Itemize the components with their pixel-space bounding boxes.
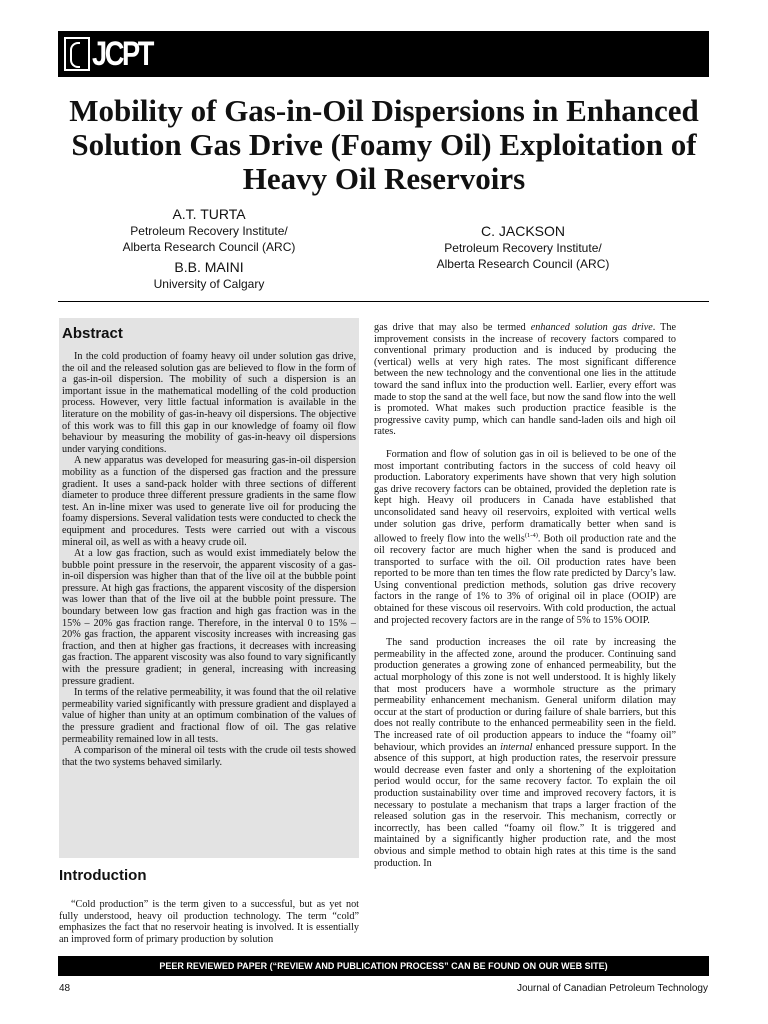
author-name: A.T. TURTA	[172, 206, 246, 222]
citation-superscript: (1-4)	[524, 532, 538, 540]
author-affiliation: Alberta Research Council (ARC)	[436, 257, 610, 271]
text-run: enhanced pressure support. In the absence of this support, at high production rates, the reservoir pressure would decrease even faster and only a shortening of the exploitation period would occur, for the same recovery factor. To explain the oil production sustainability over time and improved recovery factors, it is necessary to postulate a mechanism that traps a larger fraction of the released solution gas in the reservoir. This mechanism, correctly or incorrectly, has been called “foamy oil flow.” It is triggered and maintained by a significantly higher production rate, and the most obvious and simple method to obtain high rates at this time is the sand production. In	[374, 741, 676, 869]
right-column-body	[374, 322, 676, 869]
header-divider	[58, 301, 709, 302]
author-affiliation: Petroleum Recovery Institute/	[444, 241, 602, 255]
text-run: Formation and flow of solution gas in oil is believed to be one of the most important contributing factors in the success of cold heavy oil production. Laboratory experiments have shown that very high solution gas drive recovery factors can be obtained, provided the depletion rate is kept high. Heavy oil producers in Canada have established that unconsolidated sand heavy oil reservoirs, exploited with vertical wells under solution gas drive, perform dramatically better when sand is allowed to freely flow into the wells	[374, 448, 676, 545]
paper-title: Mobility of Gas-in-Oil Dispersions in Enhanced Solution Gas Drive (Foamy Oil) Exploitation of Heavy Oil Reservoirs	[69, 93, 699, 196]
masthead-bar	[58, 31, 709, 77]
logo-text: JCPT	[92, 35, 152, 73]
jcpt-logo	[64, 35, 167, 73]
body-paragraph	[374, 449, 676, 626]
abstract-heading: Abstract	[62, 325, 123, 342]
abstract-body	[62, 351, 356, 768]
emphasis-text: enhanced solution gas drive	[530, 322, 653, 333]
body-paragraph	[374, 637, 676, 869]
abstract-paragraph: A comparison of the mineral oil tests with the crude oil tests showed that the two systems behaved similarly.	[62, 745, 356, 768]
journal-name: Journal of Canadian Petroleum Technology	[516, 983, 708, 994]
author-affiliation: Alberta Research Council (ARC)	[122, 240, 296, 254]
text-run: . Both oil production rate and the oil recovery factor are much higher when the sand is produced and transported to surface with the oil. Oil production rates have been reported to be more than ten times the flow rate predicted by Darcy’s law. Using conventional prediction methods, solution gas drive recovery factors in the range of 1% to 3% of original oil in place (OOIP) are obtained for these viscous oil reservoirs. With cold production, the actual and projected recovery factors are in the range of 5% to 15% OOIP.	[374, 533, 676, 626]
logo-emblem-icon	[64, 37, 90, 71]
author-name: C. JACKSON	[480, 223, 565, 239]
page-number: 48	[59, 983, 71, 994]
text-run: gas drive that may also be termed	[374, 322, 531, 333]
author-name: B.B. MAINI	[174, 259, 244, 275]
body-paragraph: “Cold production” is the term given to a successful, but as yet not fully understood, heavy oil production technology. The term “cold” emphasizes the fact that no reservoir heating is involved. It is essentially an improved form of primary production by solution	[59, 899, 359, 945]
author-group-right	[423, 222, 623, 272]
author-group-left	[109, 205, 309, 292]
text-run: The sand production increases the oil rate by increasing the permeability in the affected zone, around the producer. Continuing sand production generates a growing zone of enhanced permeability, but the actual morphology of this zone is not well understood. It is highly likely that most producers have a wormhole structure as the primary permeability enhancement mechanism. General uniform dilation may occur at the start of production or during failure of shale barriers, but this does not really contribute to the enhanced permeability seen in the field. The increased rate of oil production appears to induce the “foamy oil” behaviour, which provides an	[374, 637, 676, 753]
peer-review-banner: PEER REVIEWED PAPER (“REVIEW AND PUBLICATION PROCESS” CAN BE FOUND ON OUR WEB SITE)	[58, 956, 709, 976]
abstract-paragraph: At a low gas fraction, such as would exist immediately below the bubble point pressure in the reservoir, the apparent viscosity of a gas-in-oil dispersion was higher than that of the live oil at the bubble point pressure. At high gas fractions, the apparent viscosity of the dispersion was lower than that of the live oil at the bubble point pressure. The boundary between low gas fraction and high gas fraction was in the 15% – 20% gas fraction range. Therefore, in the interval 0 to 15% – 20% gas fraction, the apparent viscosity increases with increasing gas fraction, and then at higher gas fractions, it decreases with increasing gas fraction. The apparent viscosity was also found to vary significantly with the pressure gradient; in general, increasing with increasing pressure gradient.	[62, 548, 356, 687]
body-paragraph	[374, 322, 676, 438]
abstract-paragraph: In the cold production of foamy heavy oil under solution gas drive, the oil and the released solution gas are believed to flow in the form of a gas-in-oil dispersion. The mobility of such a dispersion is an important issue in the mathematical modelling of the cold production process. However, very little factual information is available in the literature on the mobility of gas-in-heavy oil dispersions. The objective of this work was to fill this gap in our knowledge of foamy oil flow behaviour by measuring the mobility of gas-in-heavy oil dispersions under varying conditions.	[62, 351, 356, 455]
author-affiliation: University of Calgary	[153, 277, 265, 291]
abstract-paragraph: A new apparatus was developed for measuring gas-in-oil dispersion mobility as a function of the dispersed gas fraction and the pressure gradient. It uses a sand-pack holder with three sections of different diameter to produce three different pressure gradients in the same flow test. An in-line mixer was used to generate live oil for producing the foamy dispersions. Several validation tests were conducted to check the equipment and procedures. Tests were carried out with a viscous mineral oil, as well as with a heavy crude oil.	[62, 455, 356, 548]
introduction-heading: Introduction	[59, 867, 147, 884]
introduction-body	[59, 899, 359, 945]
abstract-paragraph: In terms of the relative permeability, it was found that the oil relative permeability varied significantly with pressure gradient and displayed a value of higher than unity at an optimum combination of the values of the pressure gradient and fractional flow of oil. The gas relative permeability remained low in all tests.	[62, 687, 356, 745]
author-affiliation: Petroleum Recovery Institute/	[130, 224, 288, 238]
text-run: . The improvement consists in the increase of recovery factors compared to conventional primary production and is induced by producing the (vertical) wells at very high rates. The most significant difference between the new technology and the conventional one lies in the attitude toward the sand influx into the production well. Earlier, every effort was made to stop the sand at the well face, but now the sand flow into the well is promoted. What makes such production practice feasible is the progressive cavity pump, which can handle sand-laden oils and high oil rates.	[374, 322, 677, 438]
emphasis-text: internal	[500, 741, 533, 753]
